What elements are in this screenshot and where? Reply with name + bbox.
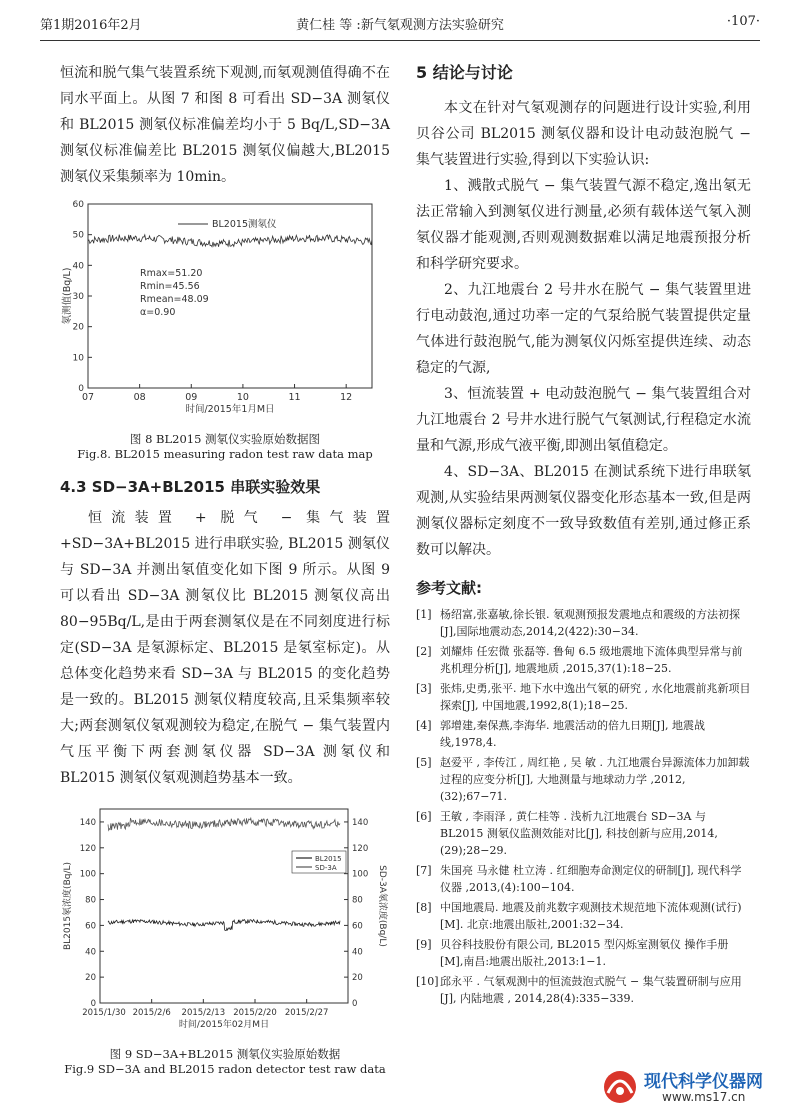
y-tick-label-right: 140 [352, 817, 369, 828]
site-logo [600, 1065, 790, 1110]
figure-caption-en: Fig.8. BL2015 measuring radon test raw data map [77, 447, 373, 461]
reference-item [416, 754, 751, 805]
y-axis-label-right: SD-3A氡浓度(Bq/L) [377, 865, 387, 947]
paragraph: 本文在针对气氡观测存的问题进行设计实验,利用贝谷公司 BL2015 测氡仪器和设计电动鼓泡脱气 − 集气装置进行实验,得到以下实验认识: [416, 100, 751, 168]
reference-number: [6] [416, 810, 432, 823]
reference-text: 刘耀炜 任宏微 张磊等. 鲁甸 6.5 级地震地下流体典型异常与前兆机理分析[J], 地震地质 ,2015,37(1):18−25. [440, 645, 743, 675]
paragraph: 恒流和脱气集气装置系统下观测,而氡观测值得确不在同水平面上。从图 7 和图 8 可看出 SD−3A 测氡仪和 BL2015 测氡仪标准偏差均小于 5 Bq/L,SD−3A 测氡仪标准偏差比 BL2015 测氡仪偏越大,BL2015 测氡仪采集频率为 10min。 [60, 65, 390, 185]
figure-9 [60, 803, 390, 1077]
reference-list [416, 606, 751, 1007]
logo-icon [604, 1071, 636, 1103]
reference-item [416, 899, 751, 933]
reference-item [416, 606, 751, 640]
y-tick-label: 0 [78, 384, 84, 394]
reference-text: 郭增建,秦保燕,李海华. 地震活动的倍九日期[J], 地震战线,1978,4. [440, 719, 705, 749]
plot-frame [88, 204, 372, 388]
stat-annotation: Rmax=51.20 [140, 268, 203, 279]
stat-annotation: α=0.90 [140, 307, 176, 318]
conclusion-1: 1、溅散式脱气 − 集气装置气源不稳定,逸出氡无法正常输入到测氡仪进行测量,必须有载体送气氡入测氡仪器才能观测,否则观测数据难以满足地震预报分析和科学研究要求。 [416, 178, 751, 272]
x-tick-label: 08 [133, 392, 146, 403]
y-tick-label-left: 140 [79, 817, 96, 828]
x-tick-label: 2015/2/6 [132, 1008, 171, 1018]
figure-caption-en: Fig.9 SD−3A and BL2015 radon detector test raw data [64, 1062, 386, 1076]
reference-text: 朱国亮 马永健 杜立涛 . 红细胞寿命测定仪的研制[J], 现代科学仪器 ,2013,(4):100−104. [440, 864, 742, 894]
series-line-bl2015 [108, 920, 340, 931]
reference-number: [4] [416, 719, 432, 732]
reference-item [416, 936, 751, 970]
y-tick-label-right: 120 [352, 843, 369, 854]
y-tick-label-right: 40 [352, 947, 363, 958]
paragraph: 恒流装置 + 脱气 − 集气装置 +SD−3A+BL2015 进行串联实验, BL2015 测氡仪与 SD−3A 并测出氡值变化如下图 9 所示。从图 9 可以看出 SD−3A 测氡仪比 BL2015 测氡仪高出 80−95Bq/L,是由于两套测氡仪是在不同刻度进行标定(SD−3A 是氡源标定、BL2015 是氡室标定)。从总体变化趋势来看 SD−3A 与 BL2015 的变化趋势是一致的。BL2015 测氡仪精度较高,且采集频率较大;两套测氡仪氡观测较为稳定,在脱气 − 集气装置内气压平衡下两套测氡仪器 SD−3A 测氡仪和 BL2015 测氡仪氡观测趋势基本一致。 [60, 510, 390, 786]
conclusion-2: 2、九江地震台 2 号井水在脱气 − 集气装置里进行电动鼓泡,通过功率一定的气泵给脱气装置提供定量气体进行鼓泡脱气,能为测氡仪闪烁室提供连续、动态稳定的气源, [416, 282, 751, 376]
figure-8 [60, 198, 390, 462]
reference-number: [3] [416, 682, 432, 695]
reference-number: [1] [416, 608, 432, 621]
y-tick-label-left: 0 [90, 999, 96, 1009]
legend-label: BL2015测氡仪 [212, 219, 277, 230]
x-tick-label: 09 [185, 392, 198, 403]
x-tick-label: 10 [236, 392, 249, 403]
reference-text: 张炜,史勇,张平. 地下水中逸出气氡的研究 , 水化地震前兆新项目探索[J], 中国地震,1992,8(1);18−25. [440, 682, 751, 712]
page-number: ·107· [726, 14, 760, 29]
plot-frame [100, 809, 348, 1003]
right-column [416, 60, 751, 1010]
figure-caption-cn: 图 9 SD−3A+BL2015 测氡仪实验原始数据 [109, 1047, 341, 1061]
reference-number: [8] [416, 901, 432, 914]
conclusion-3: 3、恒流装置 + 电动鼓泡脱气 − 集气装置组合对九江地震台 2 号井水进行脱气气氡测试,行程稳定水流量和气源,形成气液平衡,即测出氡值稳定。 [416, 386, 751, 454]
running-title: 黄仁桂 等 :新气氡观测方法实验研究 [296, 18, 504, 33]
y-tick-label: 60 [72, 200, 84, 210]
y-tick-label: 10 [72, 353, 84, 364]
chart-fig8 [60, 198, 390, 428]
reference-item [416, 680, 751, 714]
y-tick-label-left: 20 [85, 973, 96, 984]
left-column [60, 60, 390, 1077]
figure-caption-cn: 图 8 BL2015 测氡仪实验原始数据图 [129, 432, 321, 446]
x-tick-label: 2015/2/20 [233, 1008, 277, 1018]
y-tick-label-left: 60 [85, 921, 96, 932]
y-tick-label-left: 120 [79, 843, 96, 854]
y-axis-label-left: BL2015氡浓度(Bq/L) [63, 861, 73, 951]
x-tick-label: 11 [288, 392, 301, 403]
section-title: 4.3 SD−3A+BL2015 串联实验效果 [60, 478, 321, 496]
reference-item [416, 973, 751, 1007]
y-tick-label: 20 [72, 322, 84, 333]
y-tick-label: 30 [72, 292, 84, 302]
x-tick-label: 2015/2/27 [284, 1008, 329, 1018]
y-tick-label-right: 0 [352, 999, 358, 1009]
series-line-sd-3a [108, 818, 340, 830]
reference-text: 邱永平 . 气氡观测中的恒流鼓泡式脱气 − 集气装置研制与应用[J], 内陆地震 , 2014,28(4):335−339. [440, 975, 742, 1005]
x-tick-label: 12 [340, 392, 353, 403]
header-rule [40, 40, 760, 41]
y-tick-label: 40 [72, 261, 84, 272]
reference-text: 杨绍富,张嘉敏,徐长银. 氡观测预报发震地点和震级的方法初探[J],国际地震动态,2014,2(422):30−34. [440, 608, 740, 638]
reference-item [416, 808, 751, 859]
legend-label: BL2015 [315, 855, 342, 863]
reference-text: 赵爱平 , 李传江 , 周红艳 , 吴 敏 . 九江地震台异源流体力加卸载过程的应变分析[J], 大地测量与地球动力学 ,2012,(32);67−71. [440, 756, 750, 803]
legend-label: SD-3A [315, 864, 337, 872]
reference-text: 贝谷科技股份有限公司, BL2015 型闪烁室测氡仪 操作手册[M],南昌:地震出版社,2013:1−1. [440, 938, 729, 968]
y-axis-label: 氡测值(Bq/L) [62, 267, 73, 325]
x-tick-label: 2015/2/13 [181, 1008, 226, 1018]
x-axis-label: 时间/2015年02月M日 [178, 1020, 270, 1030]
stat-annotation: Rmin=45.56 [140, 281, 200, 292]
series-line-bl2015 [88, 235, 372, 247]
y-tick-label-right: 100 [352, 869, 369, 880]
y-tick-label: 50 [72, 230, 84, 241]
logo-title: 现代科学仪器网 [644, 1072, 763, 1092]
stat-annotation: Rmean=48.09 [140, 294, 209, 305]
chart-fig9 [60, 803, 390, 1043]
y-tick-label-left: 100 [79, 869, 96, 880]
reference-item [416, 717, 751, 751]
reference-text: 王敏 , 李雨泽 , 黄仁桂等 . 浅析九江地震台 SD−3A 与 BL2015 测氡仪监测效能对比[J], 科技创新与应用,2014,(29);28−29. [440, 810, 718, 857]
reference-number: [7] [416, 864, 432, 877]
y-tick-label-right: 60 [352, 921, 363, 932]
x-tick-label: 2015/1/30 [82, 1008, 126, 1018]
conclusion-4: 4、SD−3A、BL2015 在测试系统下进行串联氡观测,从实验结果两测氡仪器变化形态基本一致,但是两测氡仪器标定刻度不一致导致数值有差别,通过修正系数可以解决。 [416, 464, 751, 558]
references-title: 参考文献: [416, 579, 482, 597]
journal-issue: 第1期2016年2月 [40, 18, 142, 33]
reference-item [416, 862, 751, 896]
reference-item [416, 643, 751, 677]
reference-number: [5] [416, 756, 432, 769]
reference-number: [2] [416, 645, 432, 658]
reference-number: [10] [416, 975, 439, 988]
y-tick-label-right: 20 [352, 973, 363, 984]
x-tick-label: 07 [81, 392, 95, 403]
section-title: 5 结论与讨论 [416, 63, 513, 82]
y-tick-label-right: 80 [352, 895, 363, 906]
y-tick-label-left: 40 [85, 947, 96, 958]
reference-number: [9] [416, 938, 432, 951]
page-header [40, 14, 760, 36]
y-tick-label-left: 80 [85, 895, 96, 906]
logo-url: www.ms17.cn [662, 1090, 746, 1104]
reference-text: 中国地震局. 地震及前兆数字观测技术规范地下流体观测(试行)[M]. 北京:地震出版社,2001:32−34. [440, 901, 742, 931]
x-axis-label: 时间/2015年1月M日 [185, 404, 275, 415]
